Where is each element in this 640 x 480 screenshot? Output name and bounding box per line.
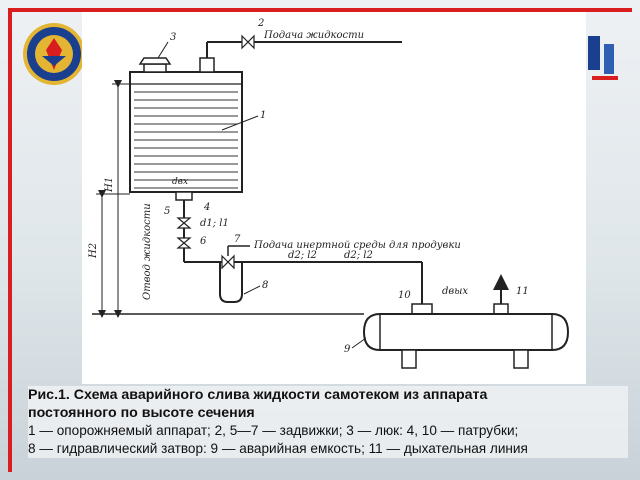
hydraulic-seal [220, 262, 242, 302]
apparatus-vessel [130, 72, 242, 192]
emergency-tank [364, 314, 568, 368]
d-in-label: dвх [172, 177, 189, 187]
drain-scheme-diagram [82, 12, 586, 384]
label-7: 7 [234, 234, 241, 245]
h1-label: H1 [104, 176, 115, 192]
hatch [140, 58, 170, 72]
label-2: 2 [258, 18, 265, 29]
h1-dimension [112, 84, 130, 314]
liquid-supply-label: Подача жидкости [264, 30, 365, 41]
caption-title-line-2: постоянного по высоте сечения [28, 405, 255, 421]
label-9: 9 [344, 344, 351, 355]
frame-left-line [8, 8, 12, 472]
h2-label: H2 [88, 242, 99, 258]
d1-l1-label: d1; l1 [200, 218, 229, 229]
inlet-nozzle [412, 304, 432, 314]
label-1: 1 [260, 110, 267, 121]
emergency-service-emblem [22, 22, 86, 86]
figure-caption [28, 386, 628, 458]
caption-title-line-1: Рис.1. Схема аварийного слива жидкости самотеком из аппарата [28, 387, 488, 403]
liquid-drain-label: Отвод жидкости [142, 203, 153, 300]
diagram-panel [82, 12, 586, 384]
inert-supply-label: Подача инертной среды для продувки [254, 240, 461, 251]
corner-decoration [586, 14, 626, 104]
label-10: 10 [398, 290, 411, 301]
label-3: 3 [170, 32, 177, 43]
label-5: 5 [164, 206, 171, 217]
label-8: 8 [262, 280, 269, 291]
label-4: 4 [204, 202, 211, 213]
d-out-label: dвых [442, 286, 469, 297]
liquid-supply-pipe [200, 36, 402, 72]
d2-l2-right-label: d2; l2 [344, 250, 373, 261]
d2-l2-left-label: d2; l2 [288, 250, 317, 261]
caption-legend-line-2: 8 — гидравлический затвор: 9 — аварийная емкость; 11 — дыхательная линия [28, 441, 528, 456]
caption-legend-line-1: 1 — опорожняемый аппарат; 2, 5—7 — задвижки; 3 — люк: 4, 10 — патрубки; [28, 423, 519, 438]
breather-line [494, 282, 508, 314]
h2-dimension [96, 194, 130, 314]
label-11: 11 [516, 286, 529, 297]
label-6: 6 [200, 236, 207, 247]
bottom-nozzle [176, 192, 192, 250]
